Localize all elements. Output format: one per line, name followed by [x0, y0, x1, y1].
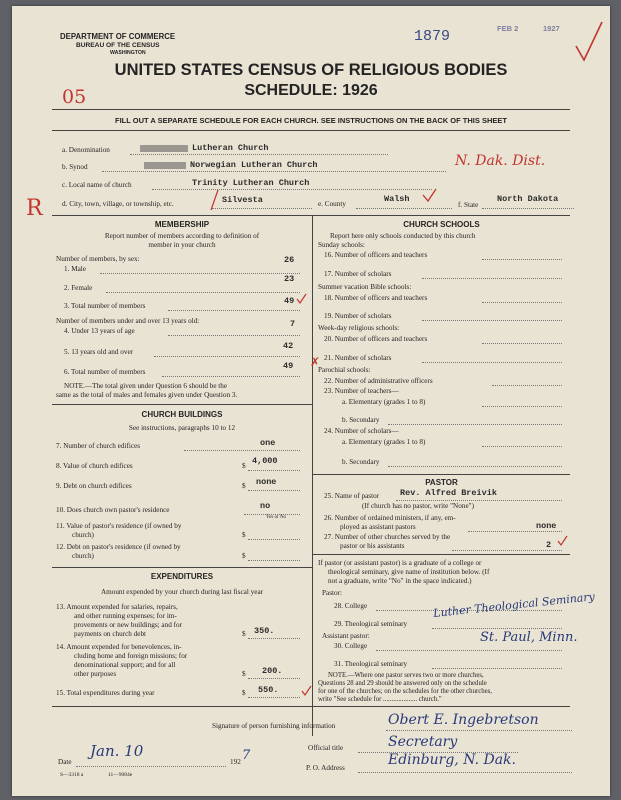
- q14-label-4: other purposes: [74, 670, 117, 678]
- q11-label: 11. Value of pastor's residence (if owned by: [56, 522, 182, 530]
- q18-label: 18. Number of officers and teachers: [324, 294, 428, 302]
- date-label: Date: [58, 758, 72, 766]
- over-13-label: 5. 13 years old and over: [64, 348, 134, 356]
- q27-value: 2: [546, 540, 552, 550]
- struck-text: [140, 145, 188, 152]
- po-address-label: P. O. Address: [306, 764, 345, 772]
- q8-value: 4,000: [252, 456, 278, 466]
- q15-value: 550.: [258, 685, 279, 695]
- membership-note-2: same as the total of males and females given under Question 3.: [56, 391, 238, 399]
- q26-label: 26. Number of ordained ministers, if any, em-: [324, 514, 456, 522]
- weekday-schools-label: Week-day religious schools:: [318, 324, 400, 332]
- over-13-value: 42: [283, 341, 294, 351]
- membership-note: NOTE.—The total given under Question 6 should be the: [64, 382, 228, 390]
- q23b-label: b. Secondary: [342, 416, 380, 424]
- age-intro: Number of members under and over 13 years old:: [56, 317, 200, 325]
- denomination-label: a. Denomination: [62, 146, 110, 154]
- divider: [52, 130, 570, 131]
- form-subtitle: SCHEDULE: 1926: [244, 82, 378, 99]
- q25-value: Rev. Alfred Breivik: [400, 488, 497, 498]
- check-mark-icon: [556, 534, 570, 548]
- q23a-label: a. Elementary (grades 1 to 8): [342, 398, 426, 406]
- census-schedule-page: [12, 6, 610, 796]
- buildings-sub: See instructions, paragraphs 10 to 12: [128, 424, 236, 432]
- q15-label: 15. Total expenditures during year: [56, 689, 155, 697]
- q9-label: 9. Debt on church edifices: [56, 482, 132, 490]
- q10-value: no: [260, 501, 271, 511]
- local-name-value: Trinity Lutheran Church: [192, 178, 310, 188]
- q10-hint: Yes or No: [266, 515, 287, 520]
- sunday-schools-label: Sunday schools:: [318, 241, 365, 249]
- check-mark-icon: [300, 684, 314, 698]
- check-mark-icon: [420, 186, 440, 206]
- q28-label: 28. College: [334, 602, 368, 610]
- q24a-label: a. Elementary (grades 1 to 8): [342, 438, 426, 446]
- q27-label: 27. Number of other churches served by the: [324, 533, 451, 541]
- form-number: 1879: [414, 28, 451, 45]
- received-stamp-date: FEB 2: [497, 24, 519, 33]
- county-value: Walsh: [384, 194, 410, 204]
- buildings-heading: CHURCH BUILDINGS: [141, 410, 223, 419]
- total-members-label: 3. Total number of members: [64, 302, 146, 310]
- divider: [52, 109, 570, 110]
- dept-name: DEPARTMENT OF COMMERCE: [60, 32, 176, 41]
- q30-label: 30. College: [334, 642, 368, 650]
- female-value: 23: [284, 274, 295, 284]
- dollar-sign: $: [242, 531, 246, 539]
- under-13-value: 7: [290, 319, 296, 329]
- pastor-note-4: write "See schedule for .................... church.": [318, 696, 442, 703]
- synod-value: Norwegian Lutheran Church: [190, 160, 318, 170]
- expenditures-sub: Amount expended by your church during last fiscal year: [100, 588, 264, 596]
- denomination-value: Lutheran Church: [192, 143, 269, 153]
- city-name: WASHINGTON: [110, 50, 146, 56]
- county-label: e. County: [318, 200, 346, 208]
- membership-intro: Report number of members according to definition of: [104, 232, 260, 240]
- synod-note: N. Dak. Dist.: [455, 153, 546, 169]
- q13-value: 350.: [254, 626, 275, 636]
- q27-label-2: pastor or his assistants: [340, 542, 405, 550]
- q13-label: 13. Amount expended for salaries, repairs,: [56, 603, 178, 611]
- q11-label-2: church): [72, 531, 94, 539]
- instruction-line: FILL OUT A SEPARATE SCHEDULE FOR EACH CHURCH. SEE INSTRUCTIONS ON THE BACK OF THIS SHEET: [115, 116, 507, 125]
- q26-value: none: [536, 521, 557, 531]
- q19-label: 19. Number of scholars: [324, 312, 392, 320]
- q29-label: 29. Theological seminary: [334, 620, 408, 628]
- q23-label: 23. Number of teachers—: [324, 387, 399, 395]
- q13-label-4: payments on church debt: [74, 630, 147, 638]
- membership-heading: MEMBERSHIP: [154, 220, 210, 229]
- print-code: 11—9084e: [108, 772, 133, 778]
- q14-label-3: denominational support; and for all: [74, 661, 176, 669]
- pastor-note-2: Questions 28 and 29 should be answered only on the schedule: [318, 680, 487, 687]
- q7-label: 7. Number of church edifices: [56, 442, 141, 450]
- q16-label: 16. Number of officers and teachers: [324, 251, 428, 259]
- under-13-label: 4. Under 13 years of age: [64, 327, 135, 335]
- graduate-note-3: not a graduate, write "No" in the space indicated.): [328, 577, 472, 585]
- total-members-value: 49: [284, 296, 295, 306]
- pastor-heading: PASTOR: [425, 478, 458, 487]
- schools-heading: CHURCH SCHOOLS: [403, 220, 480, 229]
- official-title-value: Secretary: [388, 734, 458, 750]
- q7-value: one: [260, 438, 276, 448]
- q26-label-2: ployed as assistant pastors: [340, 523, 416, 531]
- summer-schools-label: Summer vacation Bible schools:: [318, 283, 412, 291]
- dollar-sign: $: [242, 689, 246, 697]
- pastor-label: Pastor:: [322, 589, 342, 597]
- state-label: f. State: [458, 201, 479, 209]
- q13-label-3: provements or new buildings; and for: [74, 621, 182, 629]
- parochial-schools-label: Parochial schools:: [318, 366, 371, 374]
- dollar-sign: $: [242, 630, 246, 638]
- signature-label: Signature of person furnishing information: [212, 722, 336, 730]
- city-value: Silvesta: [222, 195, 263, 205]
- city-label: d. City, town, village, or township, etc.: [62, 200, 174, 208]
- form-code: S—3318 a: [60, 772, 84, 778]
- dollar-sign: $: [242, 552, 246, 560]
- q17-label: 17. Number of scholars: [324, 270, 392, 278]
- total-6-value: 49: [283, 361, 294, 371]
- members-by-sex: Number of members, by sex:: [56, 255, 140, 263]
- q24b-label: b. Secondary: [342, 458, 380, 466]
- q14-label-2: cluding home and foreign missions; for: [74, 652, 188, 660]
- margin-mark: 05: [62, 86, 87, 108]
- received-stamp-year: 1927: [543, 24, 560, 33]
- dollar-sign: $: [242, 462, 246, 470]
- r-mark: R: [26, 196, 43, 221]
- dollar-sign: $: [242, 670, 246, 678]
- male-label: 1. Male: [64, 265, 86, 273]
- official-title-label: Official title: [308, 744, 344, 752]
- year-prefix: 192: [230, 758, 241, 766]
- q21-label: 21. Number of scholars: [324, 354, 392, 362]
- q12-label: 12. Debt on pastor's residence (if owned by: [56, 543, 181, 551]
- q9-value: none: [256, 477, 277, 487]
- signature-value: Obert E. Ingebretson: [388, 712, 539, 728]
- q13-label-2: and other running expenses; for im-: [74, 612, 177, 620]
- local-name-label: c. Local name of church: [62, 181, 132, 189]
- date-value: Jan. 10: [90, 742, 144, 760]
- schools-intro: Report here only schools conducted by this church: [330, 232, 476, 240]
- x-mark-icon: ✗: [310, 355, 321, 369]
- synod-label: b. Synod: [62, 163, 88, 171]
- q24-label: 24. Number of scholars—: [324, 427, 399, 435]
- q12-label-2: church): [72, 552, 94, 560]
- membership-intro-2: member in your church: [148, 241, 216, 249]
- check-mark-icon: [295, 292, 309, 306]
- q14-label: 14. Amount expended for benevolences, in-: [56, 643, 182, 651]
- q10-label: 10. Does church own pastor's residence: [56, 506, 170, 514]
- total-6-label: 6. Total number of members: [64, 368, 146, 376]
- q29-value: Luther Theological Seminary: [432, 590, 596, 620]
- year-value: 7: [242, 748, 251, 763]
- q20-label: 20. Number of officers and teachers: [324, 335, 428, 343]
- graduate-note: If pastor (or assistant pastor) is a graduate of a college or: [318, 559, 482, 567]
- q14-value: 200.: [262, 666, 283, 676]
- q29-value-2: St. Paul, Minn.: [480, 630, 578, 645]
- form-title: UNITED STATES CENSUS OF RELIGIOUS BODIES: [114, 61, 508, 79]
- q22-label: 22. Number of administrative officers: [324, 377, 433, 385]
- assistant-label: Assistant pastor:: [322, 632, 370, 640]
- q25-hint: (If church has no pastor, write "None"): [362, 502, 474, 510]
- q8-label: 8. Value of church edifices: [56, 462, 133, 470]
- pastor-note: NOTE.—Where one pastor serves two or more churches,: [328, 672, 484, 679]
- bureau-name: BUREAU OF THE CENSUS: [76, 42, 160, 49]
- male-value: 26: [284, 255, 295, 265]
- check-mark-icon: [208, 188, 222, 214]
- state-value: North Dakota: [497, 194, 559, 204]
- q31-label: 31. Theological seminary: [334, 660, 408, 668]
- pastor-note-3: for one of the churches; on the schedules for the other churches,: [318, 688, 493, 695]
- struck-text: [144, 162, 186, 169]
- female-label: 2. Female: [64, 284, 93, 292]
- po-address-value: Edinburg, N. Dak.: [388, 752, 516, 768]
- graduate-note-2: theological seminary, give name of institution below. (If: [328, 568, 490, 576]
- dollar-sign: $: [242, 482, 246, 490]
- expenditures-heading: EXPENDITURES: [150, 572, 214, 581]
- q25-label: 25. Name of pastor: [324, 492, 380, 500]
